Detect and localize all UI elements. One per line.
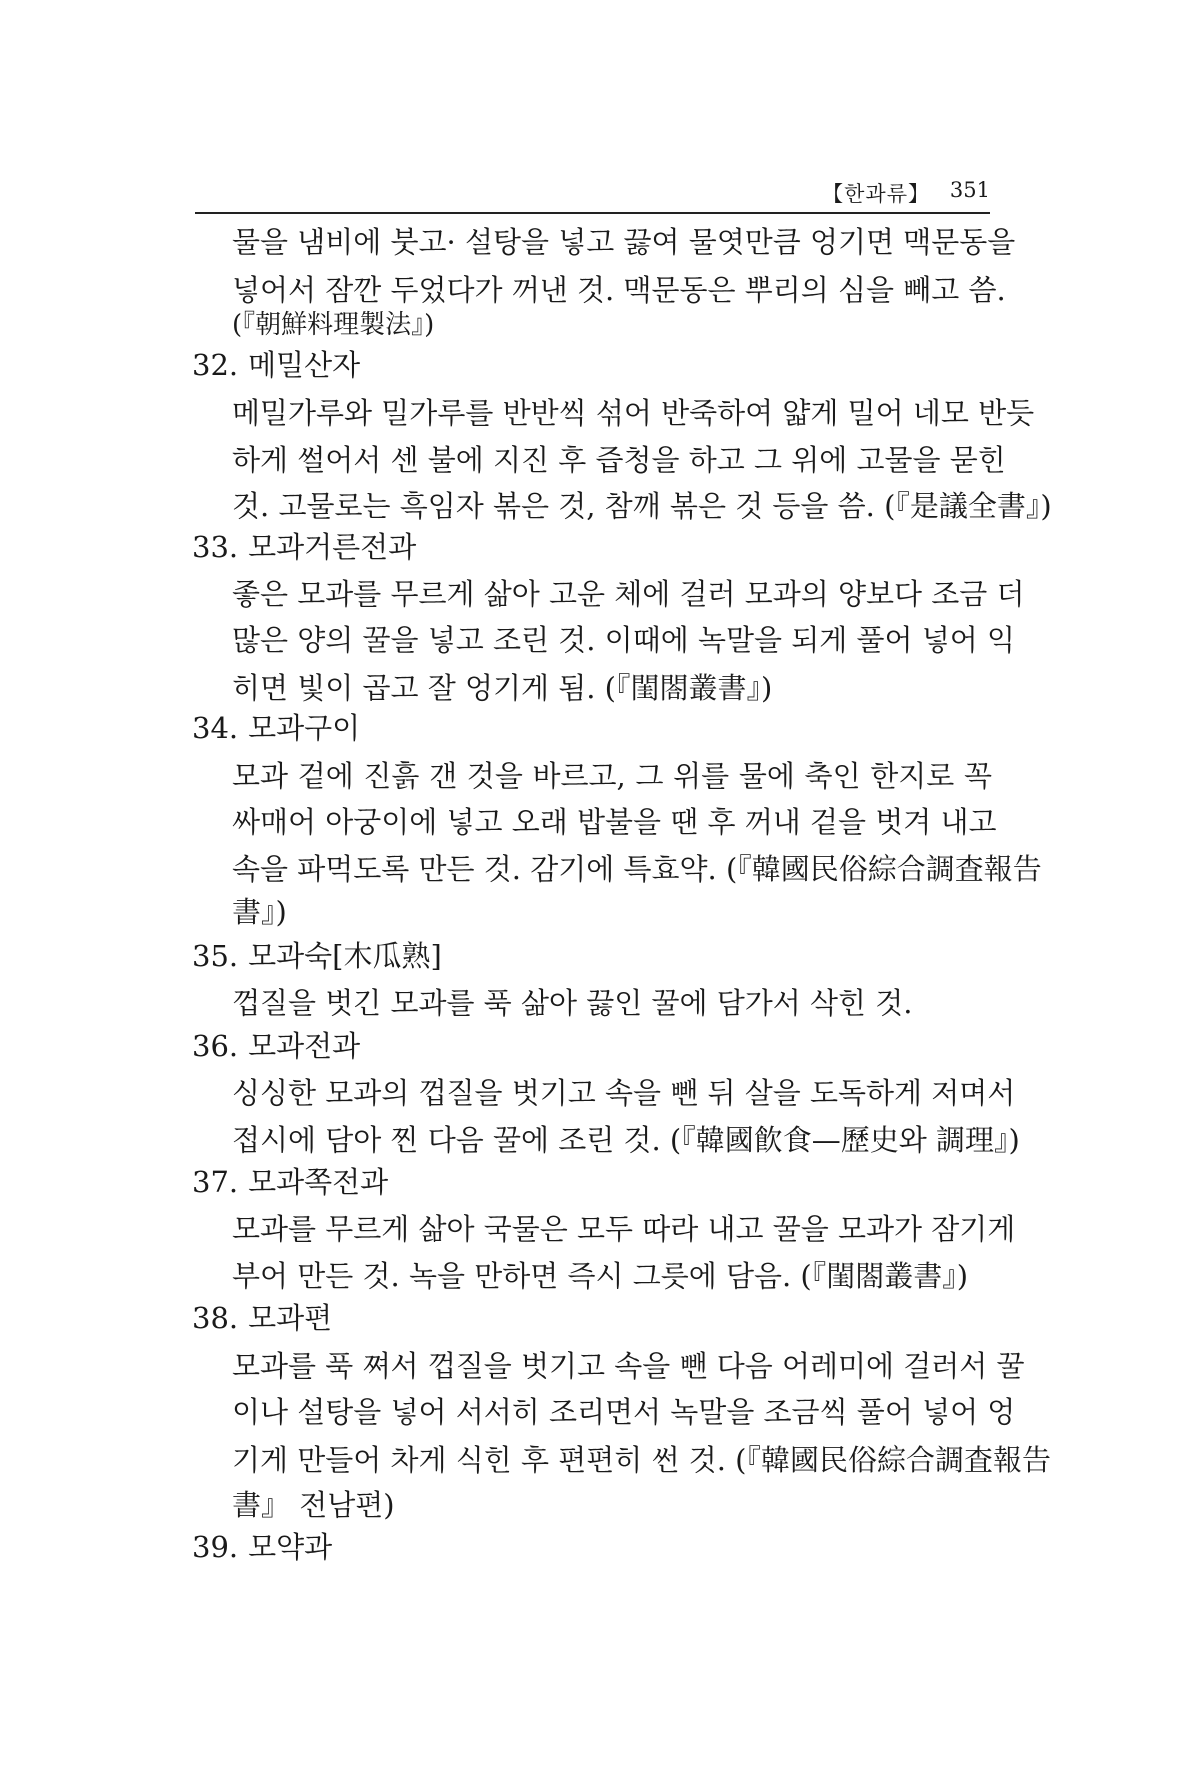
entry-number: 32.: [192, 348, 239, 382]
body-line: 속을 파먹도록 만든 것. 감기에 특효약. (『韓國民俗綜合調査報告: [232, 852, 1042, 886]
entry-heading: [192, 345, 360, 385]
entry-title: 메밀산자: [248, 348, 361, 382]
entry-heading: [192, 527, 416, 567]
body-line: 하게 썰어서 센 불에 지진 후 즙청을 하고 그 위에 고물을 묻힌: [232, 443, 1006, 477]
entry-number: 39.: [192, 1530, 239, 1564]
body-line: 모과 겉에 진흙 갠 것을 바르고, 그 위를 물에 축인 한지로 꼭: [232, 759, 992, 793]
entry-number: 38.: [192, 1301, 239, 1335]
body-line: 싸매어 아궁이에 넣고 오래 밥불을 땐 후 꺼내 겉을 벗겨 내고: [232, 805, 997, 839]
body-line: 싱싱한 모과의 껍질을 벗기고 속을 뺀 뒤 살을 도독하게 저며서: [232, 1076, 1016, 1110]
entry-title: 모과편: [248, 1301, 333, 1335]
entry-title: 모과쪽전과: [248, 1165, 389, 1199]
entry-heading: [192, 1162, 388, 1202]
body-line: 메밀가루와 밀가루를 반반씩 섞어 반죽하여 얇게 밀어 네모 반듯: [232, 396, 1035, 430]
body-line: 모과를 무르게 삶아 국물은 모두 따라 내고 꿀을 모과가 잠기게: [232, 1212, 1016, 1246]
body-line: 기게 만들어 차게 식힌 후 편편히 썬 것. (『韓國民俗綜合調査報告: [232, 1443, 1051, 1477]
entry-title: 모과전과: [248, 1029, 361, 1063]
body-line-citation: (『朝鮮料理製法』): [232, 310, 435, 340]
body-line: 껍질을 벗긴 모과를 푹 삶아 끓인 꿀에 담가서 삭힌 것.: [232, 986, 913, 1020]
entry-number: 33.: [192, 530, 239, 564]
body-line: 히면 빛이 곱고 잘 엉기게 됨. (『閨閤叢書』): [232, 671, 773, 705]
body-line: 이나 설탕을 넣어 서서히 조리면서 녹말을 조금씩 풀어 넣어 엉: [232, 1395, 1016, 1429]
entry-number: 36.: [192, 1029, 239, 1063]
body-line: 모과를 푹 쪄서 껍질을 벗기고 속을 뺀 다음 어레미에 걸러서 꿀: [232, 1349, 1025, 1383]
entry-heading: [192, 1527, 332, 1567]
entry-title: 모과구이: [248, 711, 361, 745]
body-line: 좋은 모과를 무르게 삶아 고운 체에 걸러 모과의 양보다 조금 더: [232, 577, 1025, 611]
entry-number: 34.: [192, 711, 239, 745]
body-line: 부어 만든 것. 녹을 만하면 즉시 그릇에 담음. (『閨閤叢書』): [232, 1259, 969, 1293]
entry-title: 모과거른전과: [248, 530, 417, 564]
header-section-title: 【한과류】: [822, 182, 930, 206]
entry-heading: [192, 1298, 332, 1338]
entry-title: 모약과: [248, 1530, 333, 1564]
page-number: 351: [949, 178, 990, 202]
body-line: 書』 전남편): [232, 1488, 395, 1522]
entry-heading: [192, 936, 442, 976]
entry-number: 37.: [192, 1165, 239, 1199]
body-line: 접시에 담아 찐 다음 꿀에 조린 것. (『韓國飮食—歷史와 調理』): [232, 1123, 1020, 1157]
entry-heading: [192, 708, 360, 748]
entry-title: 모과숙[木瓜熟]: [248, 939, 442, 973]
body-line: 물을 냄비에 붓고· 설탕을 넣고 끓여 물엿만큼 엉기면 맥문동을: [232, 225, 1016, 259]
body-line: 것. 고물로는 흑임자 볶은 것, 참깨 볶은 것 등을 씀. (『是議全書』): [232, 489, 1052, 523]
body-line: 書』): [232, 895, 287, 929]
entry-heading: [192, 1026, 360, 1066]
entry-number: 35.: [192, 939, 239, 973]
body-line: 많은 양의 꿀을 넣고 조린 것. 이때에 녹말을 되게 풀어 넣어 익: [232, 623, 1015, 657]
body-line: 넣어서 잠깐 두었다가 꺼낸 것. 맥문동은 뿌리의 심을 빼고 씀.: [232, 273, 1006, 307]
